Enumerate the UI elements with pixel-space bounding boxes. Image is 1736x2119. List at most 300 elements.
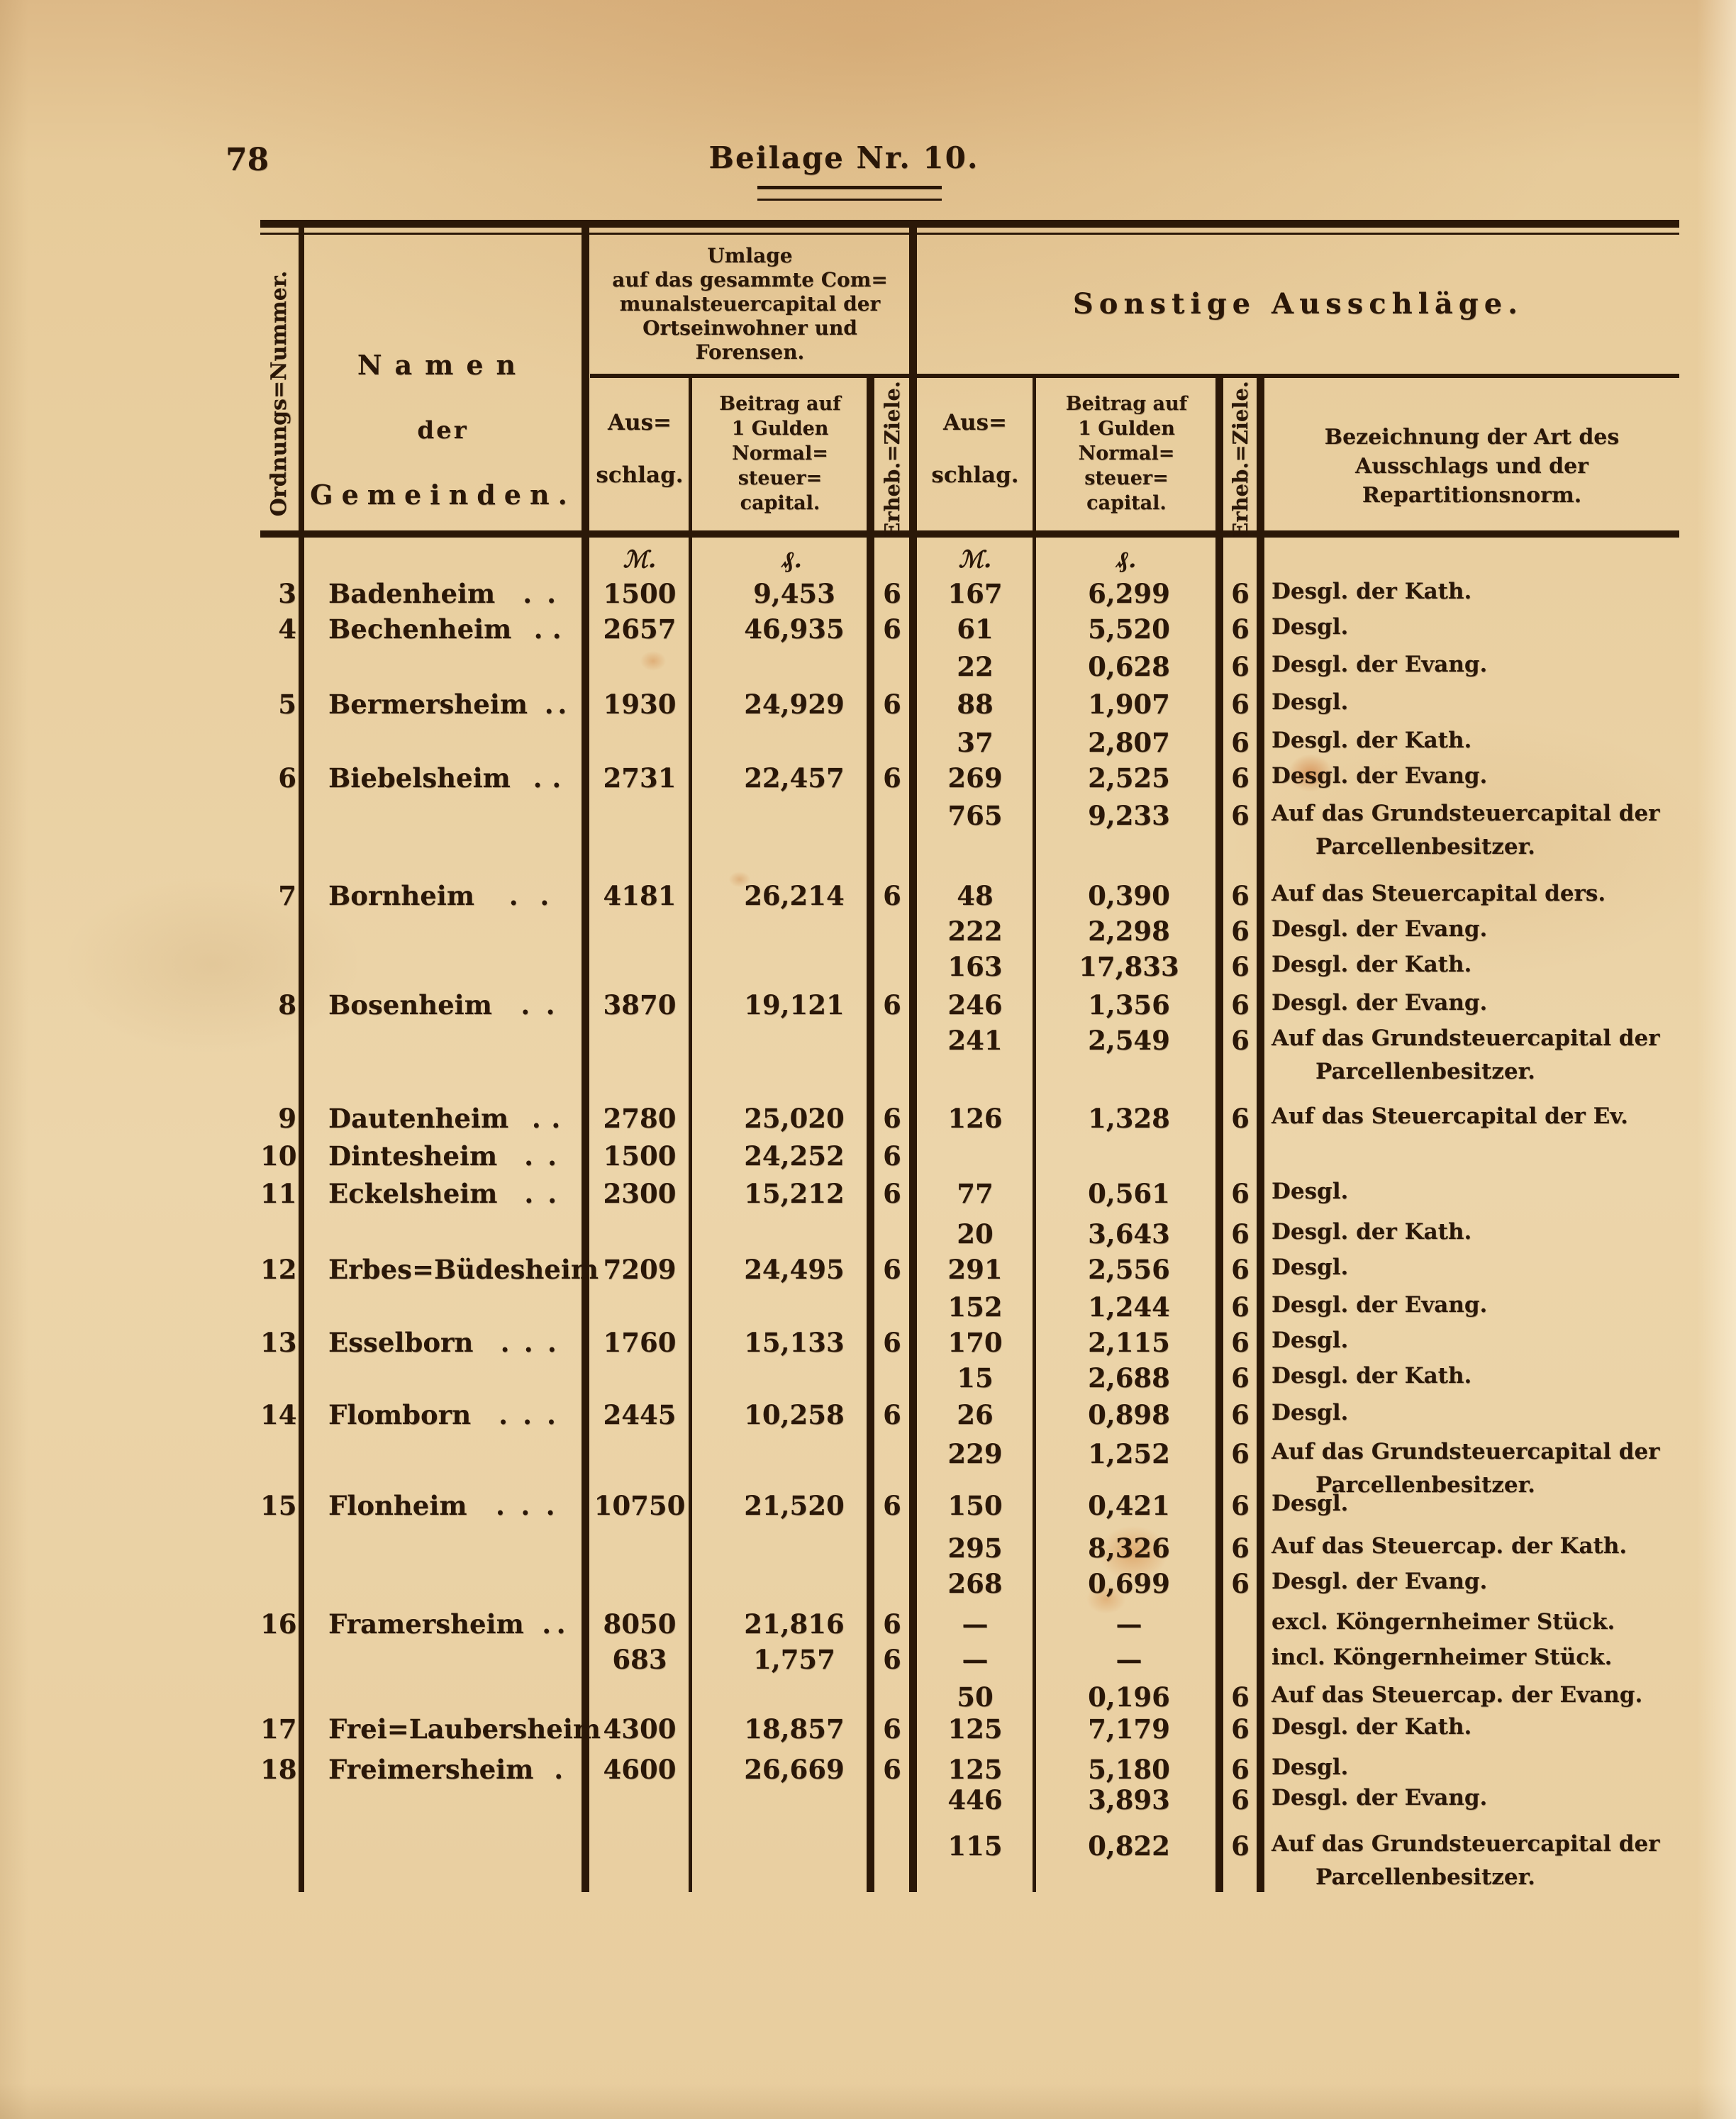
leader-dot: . bbox=[521, 1490, 530, 1521]
leader-dot: . bbox=[523, 1399, 532, 1430]
beitrag-sonstige-value: 0,421 bbox=[1088, 1490, 1170, 1521]
bezeichnung-line: Auf das Steuercapital der Ev. bbox=[1272, 1103, 1628, 1129]
table-row bbox=[260, 648, 1679, 685]
beitrag-umlage-value: 19,121 bbox=[744, 989, 845, 1020]
unit-pfennig-sonstige: ₰. bbox=[1116, 545, 1137, 573]
ausschlag-sonstige-value: 77 bbox=[957, 1178, 994, 1209]
ausschlag-umlage-value: 2445 bbox=[603, 1399, 677, 1430]
beitrag-sonstige-value: 5,180 bbox=[1088, 1754, 1170, 1785]
gemeinde-name bbox=[328, 1487, 584, 1524]
gemeinde-name bbox=[328, 1175, 584, 1212]
ausschlag-sonstige-value: — bbox=[962, 1608, 989, 1640]
leader-dot: . bbox=[523, 578, 533, 609]
erheb-ziele-sonstige-value: 6 bbox=[1231, 1681, 1250, 1713]
page-title: Beilage Nr. 10. bbox=[708, 140, 979, 175]
ausschlag-header-line: schlag. bbox=[596, 462, 684, 488]
leader-dot: . bbox=[542, 1608, 552, 1640]
table-rule-groups bbox=[590, 374, 1679, 378]
bezeichnung-line: Desgl. der Kath. bbox=[1272, 1714, 1472, 1740]
bezeichnung-text bbox=[1272, 913, 1677, 946]
leader-dots bbox=[508, 1100, 584, 1137]
bezeichnung-line: Desgl. der Evang. bbox=[1272, 652, 1488, 677]
leader-dot: . bbox=[552, 762, 562, 794]
beitrag-sonstige-value: — bbox=[1115, 1644, 1142, 1675]
row-number: 14 bbox=[260, 1399, 297, 1430]
gemeinden-header-line: Namen bbox=[357, 349, 529, 381]
beitrag-sonstige-value: 0,390 bbox=[1088, 880, 1170, 911]
row-number: 18 bbox=[260, 1754, 297, 1785]
unit-mark-umlage: ℳ. bbox=[623, 545, 657, 573]
row-number: 3 bbox=[278, 578, 296, 609]
table-row bbox=[260, 877, 1679, 914]
bezeichnung-line: Desgl. bbox=[1272, 1491, 1349, 1516]
gemeinde-name bbox=[328, 1251, 599, 1288]
bezeichnung-line: Parcellenbesitzer. bbox=[1315, 1059, 1535, 1084]
leader-dot: . bbox=[547, 1140, 557, 1172]
gemeinde-name bbox=[328, 1324, 584, 1361]
ausschlag-sonstige-value: 295 bbox=[947, 1533, 1003, 1564]
column-header-gemeinden bbox=[304, 349, 582, 511]
erheb-ziele-umlage-value: 6 bbox=[883, 1254, 901, 1285]
ausschlag-sonstige-value: 229 bbox=[947, 1438, 1003, 1469]
erheb-ziele-sonstige-value: 6 bbox=[1231, 951, 1250, 982]
leader-dot: . bbox=[533, 613, 543, 645]
leader-dot: . bbox=[524, 1140, 534, 1172]
bezeichnung-line: Desgl. der Evang. bbox=[1272, 916, 1488, 942]
ausschlag-sonstige-value: 167 bbox=[947, 578, 1003, 609]
beitrag-umlage-value: 25,020 bbox=[744, 1103, 845, 1134]
table-row bbox=[260, 797, 1679, 860]
table-row bbox=[260, 1530, 1679, 1567]
erheb-ziele-umlage-value: 6 bbox=[883, 578, 901, 609]
gemeinde-name bbox=[328, 877, 584, 914]
bezeichnung-text bbox=[1272, 1251, 1677, 1284]
erheb-ziele-sonstige-value: 6 bbox=[1231, 916, 1250, 947]
gemeinde-name-text: Freimersheim bbox=[328, 1754, 534, 1785]
row-number: 16 bbox=[260, 1608, 297, 1640]
bezeichnung-line: Desgl. der Kath. bbox=[1272, 728, 1472, 753]
ausschlag-umlage-value: 1930 bbox=[603, 689, 677, 720]
beitrag-sonstige-value: 2,115 bbox=[1088, 1327, 1170, 1358]
bezeichnung-text bbox=[1272, 1679, 1677, 1712]
ausschlag-sonstige-value: 22 bbox=[957, 651, 994, 682]
leader-dot: . bbox=[544, 689, 554, 720]
table-row bbox=[260, 1565, 1679, 1602]
ausschlag-sonstige-value: 50 bbox=[957, 1681, 994, 1713]
gemeinde-name-text: Eckelsheim bbox=[328, 1178, 498, 1209]
ausschlag-umlage-value: 4600 bbox=[603, 1754, 677, 1785]
bezeichnung-text bbox=[1272, 1781, 1677, 1815]
bezeichnung-line: Desgl. bbox=[1272, 1400, 1349, 1425]
table-row bbox=[260, 1435, 1679, 1498]
erheb-ziele-sonstige-value: 6 bbox=[1231, 1362, 1250, 1394]
gemeinde-name-text: Erbes=Büdesheim bbox=[328, 1254, 599, 1285]
leader-dot: . bbox=[540, 880, 550, 911]
beitrag-sonstige-value: 2,556 bbox=[1088, 1254, 1170, 1285]
beitrag-sonstige-value: 9,233 bbox=[1088, 800, 1170, 831]
ausschlag-header-line: schlag. bbox=[931, 462, 1019, 488]
umlage-header-line: Ortseinwohner und bbox=[642, 316, 857, 340]
gemeinde-name bbox=[328, 1711, 601, 1747]
bezeichnung-line: Desgl. der Kath. bbox=[1272, 1219, 1472, 1245]
beitrag-umlage-value: 15,212 bbox=[744, 1178, 845, 1209]
leader-dots bbox=[495, 575, 584, 612]
ausschlag-umlage-value: 3870 bbox=[603, 989, 677, 1020]
table-row bbox=[260, 611, 1679, 647]
beitrag-sonstige-value: 1,356 bbox=[1088, 989, 1170, 1020]
table-rule-top-thick bbox=[260, 220, 1679, 228]
bezeichnung-text bbox=[1272, 797, 1677, 864]
ausschlag-umlage-value: 4300 bbox=[603, 1713, 677, 1745]
beitrag-sonstige-value: 1,328 bbox=[1088, 1103, 1170, 1134]
row-number: 8 bbox=[278, 989, 296, 1020]
beitrag-header-line: steuer= bbox=[1084, 467, 1169, 489]
ausschlag-sonstige-value: — bbox=[962, 1644, 989, 1675]
ausschlag-sonstige-value: 446 bbox=[947, 1784, 1003, 1815]
erheb-ziele-sonstige-value: 6 bbox=[1231, 1438, 1250, 1469]
leader-dot: . bbox=[545, 989, 555, 1020]
bezeichnung-line: Desgl. der Kath. bbox=[1272, 1363, 1472, 1389]
column-header-bezeichnung bbox=[1264, 423, 1679, 510]
erheb-ziele-umlage-value: 6 bbox=[883, 1399, 901, 1430]
erheb-ziele-umlage-value: 6 bbox=[883, 1713, 901, 1745]
leader-dot: . bbox=[547, 1178, 557, 1209]
leader-dots bbox=[492, 986, 584, 1023]
row-number: 10 bbox=[260, 1140, 297, 1172]
gemeinde-name bbox=[328, 575, 584, 612]
leader-dot: . bbox=[556, 1608, 566, 1640]
table-row bbox=[260, 1216, 1679, 1252]
bezeichnung-line: Auf das Grundsteuercapital der bbox=[1272, 801, 1660, 826]
table-row bbox=[260, 986, 1679, 1023]
erheb-ziele-umlage-value: 6 bbox=[883, 1644, 901, 1675]
row-number: 9 bbox=[278, 1103, 296, 1134]
erheb-ziele-sonstige-value: 6 bbox=[1231, 727, 1250, 758]
beitrag-umlage-value: 24,495 bbox=[744, 1254, 845, 1285]
beitrag-umlage-value: 22,457 bbox=[744, 762, 845, 794]
bezeichnung-line: Desgl. der Kath. bbox=[1272, 579, 1472, 604]
gemeinde-name bbox=[328, 986, 584, 1023]
bezeichnung-text bbox=[1272, 686, 1677, 719]
erheb-ziele-sonstige-value: 6 bbox=[1231, 1218, 1250, 1250]
beitrag-umlage-value: 10,258 bbox=[744, 1399, 845, 1430]
table-row bbox=[260, 1138, 1679, 1174]
table-row bbox=[260, 760, 1679, 796]
row-number: 13 bbox=[260, 1327, 297, 1358]
bezeichnung-line: excl. Köngernheimer Stück. bbox=[1272, 1609, 1615, 1635]
leader-dots bbox=[497, 1138, 584, 1174]
erheb-ziele-sonstige-value: 6 bbox=[1231, 1178, 1250, 1209]
table-row bbox=[260, 948, 1679, 985]
erheb-ziele-sonstige-value: 6 bbox=[1231, 880, 1250, 911]
unit-pfennig-umlage: ₰. bbox=[782, 545, 802, 573]
bezeichnung-text bbox=[1272, 1606, 1677, 1639]
ausschlag-sonstige-value: 241 bbox=[947, 1025, 1003, 1056]
leader-dots bbox=[511, 760, 584, 796]
ausschlag-umlage-value: 1760 bbox=[603, 1327, 677, 1358]
ausschlag-umlage-value: 7209 bbox=[603, 1254, 677, 1285]
ausschlag-sonstige-value: 88 bbox=[957, 689, 994, 720]
ausschlag-sonstige-value: 61 bbox=[957, 613, 994, 645]
bezeichnung-line: incl. Köngernheimer Stück. bbox=[1272, 1645, 1613, 1670]
row-number: 17 bbox=[260, 1713, 297, 1745]
ausschlag-umlage-value: 683 bbox=[612, 1644, 667, 1675]
umlage-header-line: munalsteuercapital der bbox=[619, 292, 881, 316]
leader-dots bbox=[471, 1396, 584, 1433]
erheb-ziele-sonstige-value: 6 bbox=[1231, 1490, 1250, 1521]
bezeichnung-line: Auf das Steuercapital ders. bbox=[1272, 881, 1606, 906]
erheb-ziele-umlage-value: 6 bbox=[883, 1608, 901, 1640]
beitrag-header-line: capital. bbox=[740, 492, 820, 514]
bezeichnung-line: Desgl. bbox=[1272, 1179, 1349, 1204]
erheb-ziele-umlage-value: 6 bbox=[883, 880, 901, 911]
table-row bbox=[260, 1641, 1679, 1678]
erheb-ziele-sonstige-value: 6 bbox=[1231, 651, 1250, 682]
leader-dot: . bbox=[547, 578, 556, 609]
beitrag-umlage-value: 1,757 bbox=[753, 1644, 835, 1675]
bezeichnung-text bbox=[1272, 1100, 1677, 1133]
table-row bbox=[260, 1711, 1679, 1747]
bezeichnung-header-line: Repartitionsnorm. bbox=[1362, 483, 1582, 508]
table-row bbox=[260, 1100, 1679, 1137]
leader-dot: . bbox=[499, 1399, 508, 1430]
erheb-ziele-umlage-value: 6 bbox=[883, 762, 901, 794]
bezeichnung-text bbox=[1272, 1751, 1677, 1784]
column-header-ausschlag-umlage bbox=[590, 410, 689, 488]
bezeichnung-text bbox=[1272, 1324, 1677, 1357]
bezeichnung-line: Auf das Steuercap. der Kath. bbox=[1272, 1533, 1628, 1559]
gemeinde-name bbox=[328, 1396, 584, 1433]
gemeinde-name bbox=[328, 611, 584, 647]
ausschlag-umlage-value: 2731 bbox=[603, 762, 677, 794]
beitrag-sonstige-value: 5,520 bbox=[1088, 613, 1170, 645]
beitrag-sonstige-value: 2,298 bbox=[1088, 916, 1170, 947]
erheb-ziele-sonstige-value: 6 bbox=[1231, 1254, 1250, 1285]
beitrag-sonstige-value: 2,688 bbox=[1088, 1362, 1170, 1394]
bezeichnung-line: Auf das Grundsteuercapital der bbox=[1272, 1025, 1660, 1051]
beitrag-sonstige-value: 8,326 bbox=[1088, 1533, 1170, 1564]
gemeinde-name-text: Badenheim bbox=[328, 578, 496, 609]
beitrag-header-line: capital. bbox=[1086, 492, 1167, 514]
leader-dots bbox=[467, 1487, 584, 1524]
erheb-ziele-umlage-value: 6 bbox=[883, 1178, 901, 1209]
leader-dot: . bbox=[500, 1327, 510, 1358]
table-row bbox=[260, 1175, 1679, 1212]
leader-dot: . bbox=[496, 1490, 505, 1521]
gemeinde-name-text: Bosenheim bbox=[328, 989, 492, 1020]
bezeichnung-text bbox=[1272, 1487, 1677, 1520]
erheb-ziele-sonstige-value: 6 bbox=[1231, 1830, 1250, 1862]
table-rule-subheader bbox=[260, 530, 1679, 538]
ausschlag-umlage-value: 2657 bbox=[603, 613, 677, 645]
bezeichnung-text bbox=[1272, 1396, 1677, 1430]
table-row bbox=[260, 1606, 1679, 1642]
ausschlag-umlage-value: 4181 bbox=[603, 880, 677, 911]
bezeichnung-line: Parcellenbesitzer. bbox=[1315, 834, 1535, 860]
beitrag-umlage-value: 26,669 bbox=[744, 1754, 845, 1785]
gemeinde-name-text: Bornheim bbox=[328, 880, 474, 911]
ausschlag-sonstige-value: 765 bbox=[947, 800, 1003, 831]
column-header-erheb-ziele-umlage: Erheb.=Ziele. bbox=[880, 381, 904, 538]
row-number: 11 bbox=[260, 1178, 297, 1209]
table-rule-top-thin bbox=[260, 233, 1679, 235]
ausschlag-sonstige-value: 125 bbox=[947, 1713, 1003, 1745]
column-header-beitrag-sonstige bbox=[1037, 391, 1216, 516]
bezeichnung-text bbox=[1272, 948, 1677, 981]
gemeinde-name-text: Esselborn bbox=[328, 1327, 474, 1358]
erheb-ziele-sonstige-value: 6 bbox=[1231, 689, 1250, 720]
gemeinde-name-text: Bechenheim bbox=[328, 613, 512, 645]
beitrag-sonstige-value: 17,833 bbox=[1079, 951, 1179, 982]
ausschlag-sonstige-value: 115 bbox=[947, 1830, 1003, 1862]
erheb-ziele-sonstige-value: 6 bbox=[1231, 1399, 1250, 1430]
leader-dot: . bbox=[554, 1754, 564, 1785]
erheb-ziele-sonstige-value: 6 bbox=[1231, 578, 1250, 609]
erheb-ziele-sonstige-value: 6 bbox=[1231, 1533, 1250, 1564]
beitrag-umlage-value: 24,252 bbox=[744, 1140, 845, 1172]
ausschlag-sonstige-value: 125 bbox=[947, 1754, 1003, 1785]
beitrag-sonstige-value: 0,561 bbox=[1088, 1178, 1170, 1209]
column-header-ordnungsnummer: Ordnungs=Nummer. bbox=[267, 270, 291, 517]
gemeinde-name-text: Flonheim bbox=[328, 1490, 467, 1521]
gemeinde-name-text: Flomborn bbox=[328, 1399, 472, 1430]
table-row bbox=[260, 1359, 1679, 1396]
gemeinden-header-line: Gemeinden. bbox=[310, 479, 576, 511]
erheb-ziele-umlage-value: 6 bbox=[883, 1754, 901, 1785]
bezeichnung-text bbox=[1272, 1359, 1677, 1393]
ausschlag-sonstige-value: 20 bbox=[957, 1218, 994, 1250]
bezeichnung-line: Desgl. der Evang. bbox=[1272, 1785, 1488, 1811]
beitrag-umlage-value: 18,857 bbox=[744, 1713, 845, 1745]
bezeichnung-text bbox=[1272, 724, 1677, 757]
beitrag-sonstige-value: 1,907 bbox=[1088, 689, 1170, 720]
beitrag-sonstige-value: 2,525 bbox=[1088, 762, 1170, 794]
column-header-ausschlag-sonstige bbox=[917, 410, 1033, 488]
umlage-header-line: Forensen. bbox=[695, 340, 805, 364]
erheb-ziele-sonstige-value: 6 bbox=[1231, 989, 1250, 1020]
erheb-ziele-sonstige-value: 6 bbox=[1231, 1754, 1250, 1785]
beitrag-umlage-value: 26,214 bbox=[744, 880, 845, 911]
erheb-ziele-sonstige-value: 6 bbox=[1231, 1103, 1250, 1134]
gemeinde-name-text: Framersheim bbox=[328, 1608, 524, 1640]
leader-dots bbox=[528, 686, 584, 723]
table-row bbox=[260, 686, 1679, 723]
bezeichnung-text bbox=[1272, 1022, 1677, 1089]
row-number: 7 bbox=[278, 880, 296, 911]
bezeichnung-line: Desgl. bbox=[1272, 689, 1349, 715]
ausschlag-sonstige-value: 152 bbox=[947, 1291, 1003, 1323]
bezeichnung-text bbox=[1272, 760, 1677, 793]
beitrag-sonstige-value: 3,893 bbox=[1088, 1784, 1170, 1815]
erheb-ziele-umlage-value: 6 bbox=[883, 989, 901, 1020]
leader-dot: . bbox=[547, 1399, 556, 1430]
ausschlag-sonstige-value: 37 bbox=[957, 727, 994, 758]
group-header-sonstige: Sonstige Ausschläge. bbox=[1072, 287, 1524, 321]
beitrag-umlage-value: 24,929 bbox=[744, 689, 845, 720]
umlage-header-line: Umlage bbox=[707, 244, 793, 267]
ausschlag-sonstige-value: 48 bbox=[957, 880, 994, 911]
beitrag-umlage-value: 21,520 bbox=[744, 1490, 845, 1521]
leader-dot: . bbox=[521, 989, 530, 1020]
beitrag-header-line: Beitrag auf bbox=[719, 393, 841, 415]
ausschlag-sonstige-value: 126 bbox=[947, 1103, 1003, 1134]
table-row bbox=[260, 913, 1679, 950]
leader-dots bbox=[511, 611, 584, 647]
beitrag-sonstige-value: 0,898 bbox=[1088, 1399, 1170, 1430]
ausschlag-header-line: Aus= bbox=[942, 410, 1008, 435]
row-number: 5 bbox=[278, 689, 296, 720]
leader-dot: . bbox=[533, 762, 542, 794]
bezeichnung-header-line: Bezeichnung der Art des bbox=[1324, 425, 1620, 450]
ausschlag-sonstige-value: 291 bbox=[947, 1254, 1003, 1285]
leader-dot: . bbox=[552, 613, 562, 645]
gemeinde-name-text: Dintesheim bbox=[328, 1140, 498, 1172]
ausschlag-sonstige-value: 15 bbox=[957, 1362, 994, 1394]
ausschlag-umlage-value: 8050 bbox=[603, 1608, 677, 1640]
bezeichnung-text bbox=[1272, 1216, 1677, 1249]
bezeichnung-text bbox=[1272, 877, 1677, 911]
table-row bbox=[260, 1396, 1679, 1433]
beitrag-umlage-value: 21,816 bbox=[744, 1608, 845, 1640]
bezeichnung-text bbox=[1272, 1175, 1677, 1208]
table-row bbox=[260, 1022, 1679, 1084]
beitrag-sonstige-value: 0,196 bbox=[1088, 1681, 1170, 1713]
erheb-ziele-sonstige-value: 6 bbox=[1231, 762, 1250, 794]
ausschlag-sonstige-value: 170 bbox=[947, 1327, 1003, 1358]
bezeichnung-line: Desgl. bbox=[1272, 1255, 1349, 1280]
row-number: 4 bbox=[278, 613, 296, 645]
ausschlag-umlage-value: 2300 bbox=[603, 1178, 677, 1209]
beitrag-sonstige-value: 0,699 bbox=[1088, 1568, 1170, 1599]
erheb-ziele-sonstige-value: 6 bbox=[1231, 613, 1250, 645]
bezeichnung-text bbox=[1272, 986, 1677, 1020]
table-row bbox=[260, 1251, 1679, 1288]
beitrag-header-line: steuer= bbox=[738, 467, 823, 489]
bezeichnung-line: Desgl. der Evang. bbox=[1272, 1569, 1488, 1594]
bezeichnung-text bbox=[1272, 1828, 1677, 1894]
ausschlag-header-line: Aus= bbox=[607, 410, 672, 435]
erheb-ziele-sonstige-value: 6 bbox=[1231, 1025, 1250, 1056]
bezeichnung-line: Desgl. bbox=[1272, 1754, 1349, 1780]
erheb-ziele-umlage-value: 6 bbox=[883, 1327, 901, 1358]
row-number: 15 bbox=[260, 1490, 297, 1521]
bezeichnung-text bbox=[1272, 1711, 1677, 1744]
erheb-ziele-sonstige-value: 6 bbox=[1231, 1784, 1250, 1815]
bezeichnung-line: Desgl. bbox=[1272, 614, 1349, 640]
bezeichnung-line: Desgl. der Evang. bbox=[1272, 1292, 1488, 1318]
group-header-umlage bbox=[590, 244, 910, 365]
column-header-erheb-ziele-sonstige: Erheb.=Ziele. bbox=[1228, 381, 1252, 538]
beitrag-sonstige-value: 2,549 bbox=[1088, 1025, 1170, 1056]
beitrag-header-line: Beitrag auf bbox=[1065, 393, 1188, 415]
erheb-ziele-umlage-value: 6 bbox=[883, 613, 901, 645]
ausschlag-sonstige-value: 163 bbox=[947, 951, 1003, 982]
bezeichnung-line: Desgl. der Kath. bbox=[1272, 952, 1472, 977]
gemeinde-name-text: Bermersheim bbox=[328, 689, 528, 720]
beitrag-header-line: Normal= bbox=[1078, 443, 1175, 465]
erheb-ziele-sonstige-value: 6 bbox=[1231, 1713, 1250, 1745]
table-row bbox=[260, 724, 1679, 761]
gemeinde-name bbox=[328, 1606, 584, 1642]
erheb-ziele-umlage-value: 6 bbox=[883, 1490, 901, 1521]
ausschlag-umlage-value: 1500 bbox=[603, 578, 677, 609]
beitrag-sonstige-value: — bbox=[1115, 1608, 1142, 1640]
row-number: 6 bbox=[278, 762, 296, 794]
ausschlag-sonstige-value: 26 bbox=[957, 1399, 994, 1430]
umlage-header-line: auf das gesammte Com= bbox=[612, 268, 888, 291]
bezeichnung-header-line: Ausschlags und der bbox=[1354, 454, 1588, 479]
gemeinde-name bbox=[328, 760, 584, 796]
